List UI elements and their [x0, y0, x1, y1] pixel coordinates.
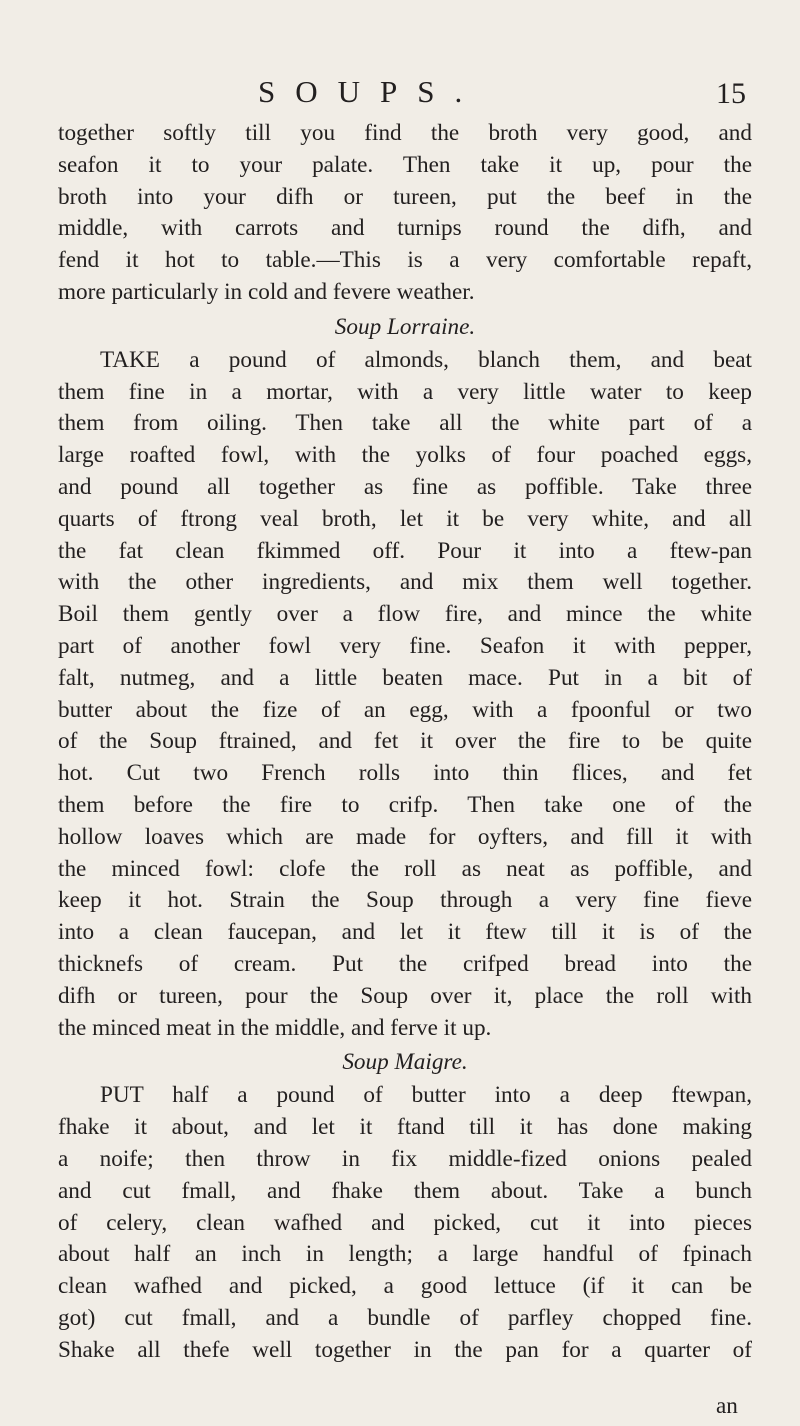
text-line: Shake all thefe well together in the pan for a quarter of [58, 1336, 752, 1363]
text-line: more particularly in cold and fevere weather. [58, 278, 475, 305]
text-line: Boil them gently over a flow fire, and mince the white [58, 601, 752, 628]
text-line: clean wafhed and picked, a good lettuce (if it can be [58, 1273, 752, 1300]
text-line: them fine in a mortar, with a very little water to keep [58, 378, 752, 405]
text-line: seafon it to your palate. Then take it up, pour the [58, 151, 752, 178]
text-line: quarts of ftrong veal broth, let it be very white, and all [58, 505, 752, 532]
text-line: fend it hot to table.—This is a very comfortable repaft, [58, 247, 752, 274]
text-line: fhake it about, and let it ftand till it has done making [58, 1114, 752, 1141]
text-line: together softly till you find the broth very good, and [58, 120, 752, 146]
text-line: the minced fowl: clofe the roll as neat as poffible, and [58, 855, 752, 882]
text-line: thicknefs of cream. Put the crifped bread into the [58, 950, 752, 977]
text-line: difh or tureen, pour the Soup over it, place the roll with [58, 982, 752, 1009]
recipe-heading: Soup Lorraine. [334, 313, 476, 340]
text-line: falt, nutmeg, and a little beaten mace. Put in a bit of [58, 664, 752, 691]
text-line: TAKE a pound of almonds, blanch them, and beat [100, 346, 752, 373]
text-line: of the Soup ftrained, and fet it over the fire to be quite [58, 728, 752, 755]
text-line: of celery, clean wafhed and picked, cut it into pieces [58, 1209, 752, 1236]
text-line: and cut fmall, and fhake them about. Take a bunch [58, 1177, 752, 1204]
text-line: broth into your difh or tureen, put the beef in the [58, 183, 752, 210]
running-head: SOUPS. [258, 74, 483, 109]
text-line: the fat clean fkimmed off. Pour it into a ftew-pan [58, 537, 752, 564]
text-line: and pound all together as fine as poffible. Take three [58, 473, 752, 500]
text-line: part of another fowl very fine. Seafon it with pepper, [58, 632, 752, 659]
text-line: middle, with carrots and turnips round the difh, and [58, 215, 752, 242]
text-line: with the other ingredients, and mix them well together. [58, 569, 752, 596]
text-line: the minced meat in the middle, and ferve it up. [58, 1014, 492, 1041]
body-text [58, 118, 752, 1366]
text-line: them before the fire to crifp. Then take one of the [58, 791, 752, 818]
text-line: into a clean faucepan, and let it ftew till it is of the [58, 919, 752, 946]
text-line: PUT half a pound of butter into a deep ftewpan, [100, 1082, 752, 1109]
text-line: about half an inch in length; a large handful of fpinach [58, 1241, 752, 1268]
catchword: an [716, 1393, 738, 1419]
text-line: got) cut fmall, and a bundle of parfley chopped fine. [58, 1304, 752, 1331]
text-line: butter about the fize of an egg, with a fpoonful or two [58, 696, 752, 723]
text-line: hollow loaves which are made for oyfters, and fill it with [58, 823, 752, 850]
text-line: hot. Cut two French rolls into thin flices, and fet [58, 760, 752, 787]
page-header [0, 74, 800, 122]
text-line: them from oiling. Then take all the white part of a [58, 410, 752, 437]
text-line: keep it hot. Strain the Soup through a very fine fieve [58, 887, 752, 914]
text-line: large roafted fowl, with the yolks of four poached eggs, [58, 442, 752, 469]
page-number: 15 [716, 77, 746, 110]
text-line: a noife; then throw in fix middle-fized onions pealed [58, 1145, 752, 1172]
recipe-heading: Soup Maigre. [342, 1049, 468, 1076]
